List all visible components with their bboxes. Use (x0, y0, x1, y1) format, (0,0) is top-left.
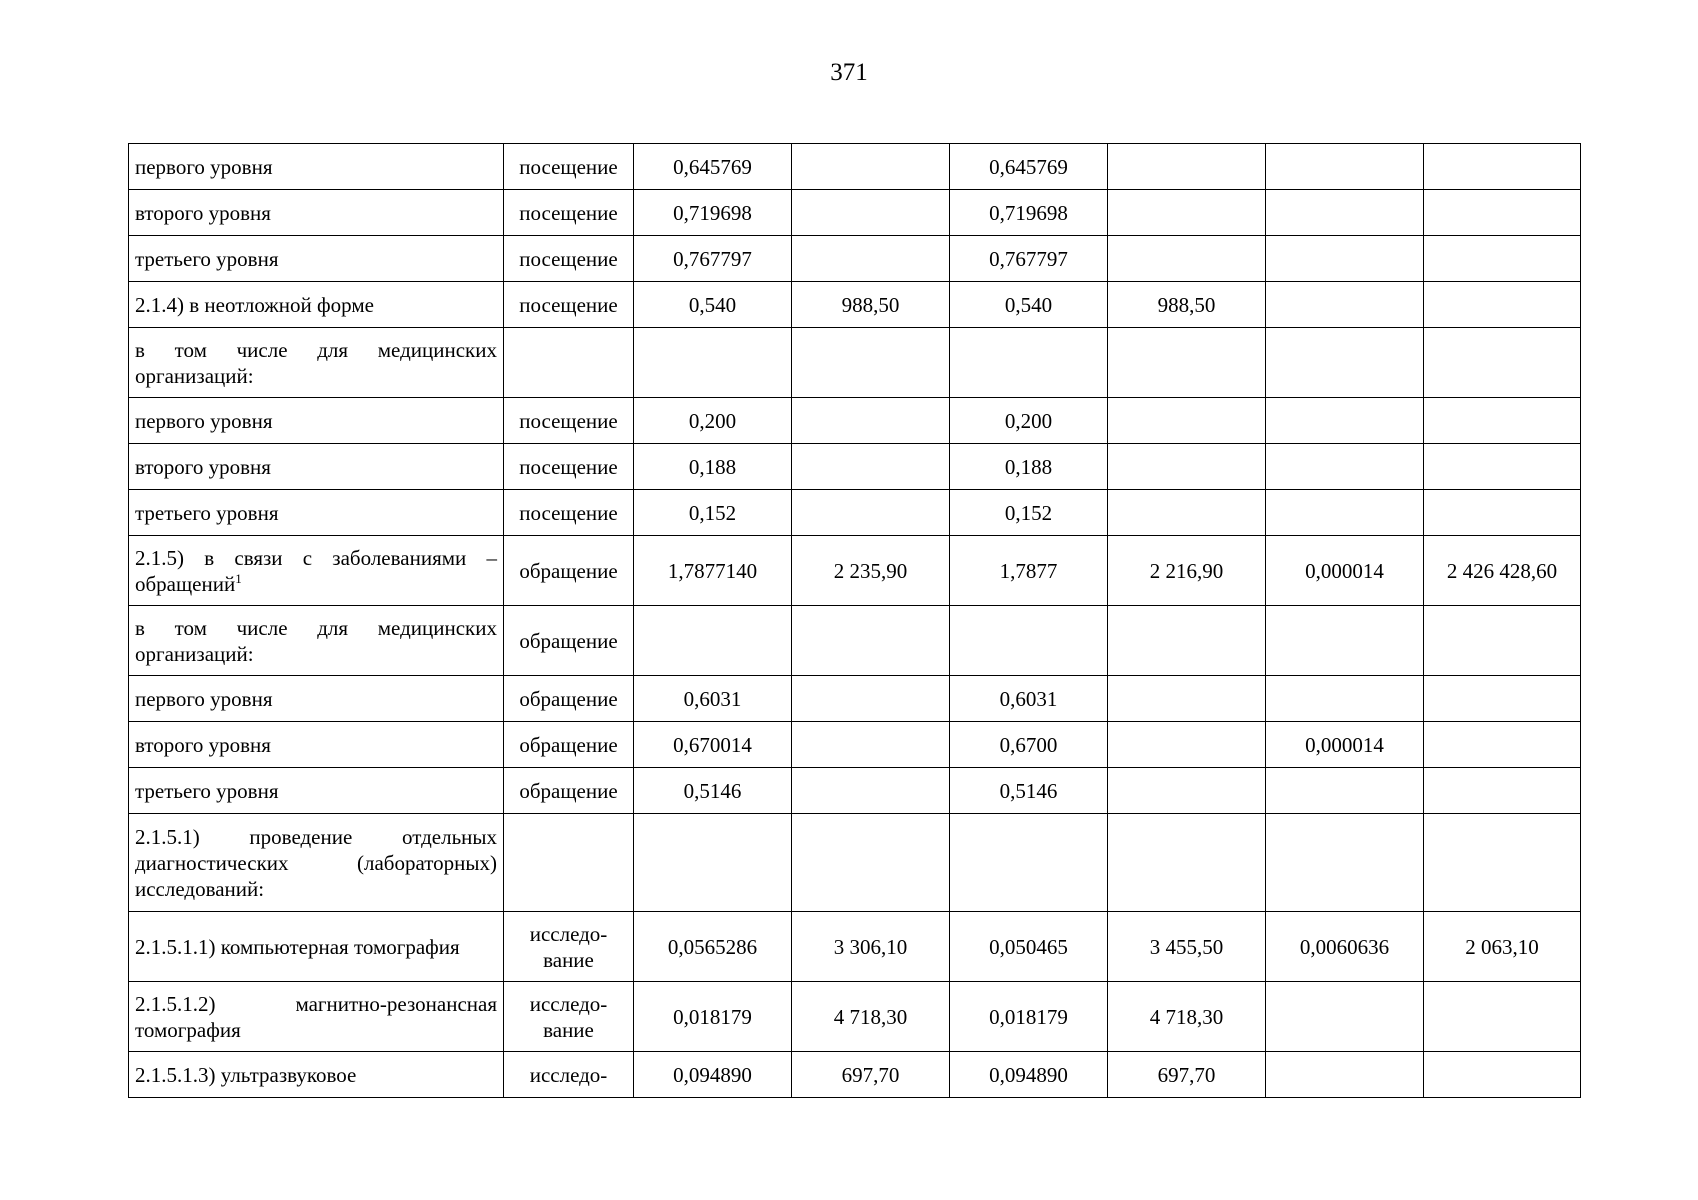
cell-c3: 0,018179 (950, 982, 1108, 1052)
cell-c5 (1266, 814, 1424, 912)
row-name: 2.1.4) в неотложной форме (129, 282, 504, 328)
cell-c2 (792, 236, 950, 282)
cell-c3: 0,719698 (950, 190, 1108, 236)
cell-c1: 0,767797 (634, 236, 792, 282)
cell-c3: 0,050465 (950, 912, 1108, 982)
table-row (129, 490, 1581, 536)
cell-c4 (1108, 606, 1266, 676)
cell-c3: 0,6700 (950, 722, 1108, 768)
cell-c2 (792, 444, 950, 490)
cell-c5 (1266, 144, 1424, 190)
row-name: 2.1.5.1.1) компьютерная томография (129, 912, 504, 982)
cell-c5 (1266, 236, 1424, 282)
cell-c6 (1424, 236, 1581, 282)
cell-c5 (1266, 676, 1424, 722)
cell-c5 (1266, 982, 1424, 1052)
table-row (129, 606, 1581, 676)
cell-c3: 0,200 (950, 398, 1108, 444)
row-unit: посещение (504, 490, 634, 536)
row-name: третьего уровня (129, 236, 504, 282)
cell-c1: 0,152 (634, 490, 792, 536)
cell-c1: 0,018179 (634, 982, 792, 1052)
cell-c2 (792, 676, 950, 722)
cell-c1: 0,670014 (634, 722, 792, 768)
cell-c1: 0,645769 (634, 144, 792, 190)
cell-c1 (634, 606, 792, 676)
cell-c5: 0,000014 (1266, 722, 1424, 768)
cell-c1: 0,188 (634, 444, 792, 490)
cell-c2: 988,50 (792, 282, 950, 328)
table-row (129, 236, 1581, 282)
cell-c5 (1266, 328, 1424, 398)
cell-c4: 3 455,50 (1108, 912, 1266, 982)
cell-c4: 2 216,90 (1108, 536, 1266, 606)
cell-c4 (1108, 768, 1266, 814)
table-row (129, 676, 1581, 722)
footnote-mark: 1 (235, 570, 242, 586)
cell-c4 (1108, 144, 1266, 190)
cell-c3: 0,6031 (950, 676, 1108, 722)
cell-c6: 2 063,10 (1424, 912, 1581, 982)
row-unit: исследо-вание (504, 912, 634, 982)
cell-c3: 0,645769 (950, 144, 1108, 190)
row-name (129, 536, 504, 606)
row-unit: посещение (504, 144, 634, 190)
cell-c4 (1108, 190, 1266, 236)
row-unit: обращение (504, 676, 634, 722)
cell-c1: 0,094890 (634, 1052, 792, 1098)
table-row (129, 982, 1581, 1052)
cell-c6 (1424, 722, 1581, 768)
table-row (129, 722, 1581, 768)
cell-c3 (950, 328, 1108, 398)
row-name: второго уровня (129, 722, 504, 768)
cell-c5 (1266, 490, 1424, 536)
cell-c2 (792, 722, 950, 768)
table-row (129, 536, 1581, 606)
cell-c3: 0,767797 (950, 236, 1108, 282)
cell-c6 (1424, 328, 1581, 398)
cell-c4 (1108, 444, 1266, 490)
table-row (129, 190, 1581, 236)
cell-c1 (634, 328, 792, 398)
table-row (129, 912, 1581, 982)
cell-c3: 0,540 (950, 282, 1108, 328)
row-name: третьего уровня (129, 490, 504, 536)
cell-c6 (1424, 814, 1581, 912)
cell-c4: 4 718,30 (1108, 982, 1266, 1052)
cell-c2 (792, 398, 950, 444)
cell-c5 (1266, 768, 1424, 814)
row-name: первого уровня (129, 676, 504, 722)
cell-c1: 0,0565286 (634, 912, 792, 982)
row-name: в том числе для медицинских организаций: (129, 328, 504, 398)
row-name: первого уровня (129, 398, 504, 444)
cell-c5 (1266, 190, 1424, 236)
cell-c6 (1424, 490, 1581, 536)
cell-c2: 3 306,10 (792, 912, 950, 982)
table-row (129, 814, 1581, 912)
table-row (129, 144, 1581, 190)
row-unit: посещение (504, 282, 634, 328)
cell-c4 (1108, 398, 1266, 444)
row-unit: исследо- (504, 1052, 634, 1098)
table-row (129, 282, 1581, 328)
row-unit (504, 328, 634, 398)
cell-c3: 0,152 (950, 490, 1108, 536)
cell-c1: 1,7877140 (634, 536, 792, 606)
cell-c4 (1108, 236, 1266, 282)
cell-c5 (1266, 444, 1424, 490)
cell-c4: 697,70 (1108, 1052, 1266, 1098)
cell-c3 (950, 606, 1108, 676)
cell-c6 (1424, 282, 1581, 328)
cell-c1: 0,540 (634, 282, 792, 328)
cell-c2 (792, 606, 950, 676)
row-unit: посещение (504, 236, 634, 282)
cell-c5 (1266, 398, 1424, 444)
cell-c2: 4 718,30 (792, 982, 950, 1052)
row-name: 2.1.5.1) проведение отдельных диагностических (лабораторных) исследований: (129, 814, 504, 912)
cell-c2 (792, 328, 950, 398)
cell-c5 (1266, 1052, 1424, 1098)
cell-c5 (1266, 606, 1424, 676)
cell-c1: 0,5146 (634, 768, 792, 814)
row-name: второго уровня (129, 190, 504, 236)
row-unit: посещение (504, 444, 634, 490)
cell-c5 (1266, 282, 1424, 328)
cell-c1 (634, 814, 792, 912)
row-unit: посещение (504, 190, 634, 236)
row-unit: обращение (504, 536, 634, 606)
row-unit: исследо-вание (504, 982, 634, 1052)
cell-c6 (1424, 982, 1581, 1052)
cell-c6 (1424, 398, 1581, 444)
cell-c6 (1424, 676, 1581, 722)
cell-c3: 0,094890 (950, 1052, 1108, 1098)
cell-c4 (1108, 722, 1266, 768)
row-name: первого уровня (129, 144, 504, 190)
table-row (129, 328, 1581, 398)
cell-c6 (1424, 606, 1581, 676)
row-name: 2.1.5.1.2) магнитно-резонансная томография (129, 982, 504, 1052)
data-table (128, 143, 1581, 1098)
row-name: в том числе для медицинских организаций: (129, 606, 504, 676)
cell-c6 (1424, 768, 1581, 814)
cell-c3: 1,7877 (950, 536, 1108, 606)
row-unit: обращение (504, 606, 634, 676)
row-name-text: 2.1.5) в связи с заболеваниями – обращений (135, 545, 497, 596)
row-unit (504, 814, 634, 912)
cell-c2: 2 235,90 (792, 536, 950, 606)
table-row (129, 1052, 1581, 1098)
table-row (129, 444, 1581, 490)
page-number: 371 (830, 59, 868, 86)
row-name: 2.1.5.1.3) ультразвуковое (129, 1052, 504, 1098)
cell-c6 (1424, 190, 1581, 236)
cell-c5: 0,000014 (1266, 536, 1424, 606)
cell-c2 (792, 490, 950, 536)
cell-c4: 988,50 (1108, 282, 1266, 328)
cell-c4 (1108, 814, 1266, 912)
row-unit: обращение (504, 768, 634, 814)
cell-c6: 2 426 428,60 (1424, 536, 1581, 606)
cell-c3: 0,5146 (950, 768, 1108, 814)
cell-c1: 0,719698 (634, 190, 792, 236)
table-row (129, 768, 1581, 814)
cell-c6 (1424, 444, 1581, 490)
cell-c2: 697,70 (792, 1052, 950, 1098)
cell-c1: 0,200 (634, 398, 792, 444)
row-unit: посещение (504, 398, 634, 444)
cell-c4 (1108, 328, 1266, 398)
table-row (129, 398, 1581, 444)
cell-c2 (792, 768, 950, 814)
cell-c5: 0,0060636 (1266, 912, 1424, 982)
cell-c6 (1424, 1052, 1581, 1098)
cell-c1: 0,6031 (634, 676, 792, 722)
row-unit: обращение (504, 722, 634, 768)
cell-c6 (1424, 144, 1581, 190)
cell-c2 (792, 144, 950, 190)
cell-c4 (1108, 490, 1266, 536)
cell-c3 (950, 814, 1108, 912)
row-name: второго уровня (129, 444, 504, 490)
cell-c2 (792, 814, 950, 912)
cell-c2 (792, 190, 950, 236)
cell-c4 (1108, 676, 1266, 722)
cell-c3: 0,188 (950, 444, 1108, 490)
row-name: третьего уровня (129, 768, 504, 814)
